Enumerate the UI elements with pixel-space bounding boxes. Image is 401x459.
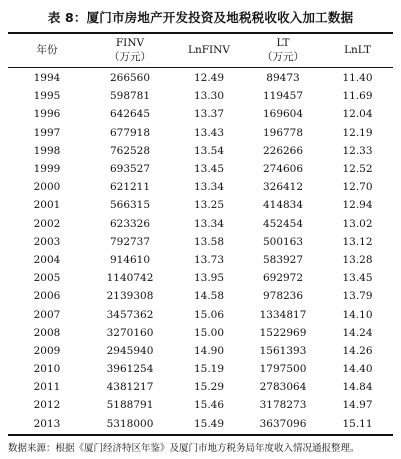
cell-lt: 1797500: [259, 363, 307, 376]
cell-year: 2011: [33, 381, 61, 394]
cell-lnfinv: 14.90: [193, 344, 225, 357]
table-header-row: [8, 34, 393, 66]
cell-finv: 3270160: [106, 326, 154, 339]
header-lnlt: [322, 34, 393, 66]
cell-finv: 792737: [109, 235, 151, 248]
cell-lnlt: 12.04: [342, 108, 373, 121]
cell-finv: 5318000: [106, 417, 154, 430]
table-row: [8, 415, 393, 433]
cell-lnfinv: 15.19: [193, 363, 225, 376]
cell-lt: 978236: [262, 290, 304, 303]
header-finv: [86, 34, 174, 66]
cell-year: 1994: [33, 72, 61, 85]
cell-lt: 692972: [262, 272, 304, 285]
table-row: [8, 124, 393, 142]
cell-lnlt: 12.70: [342, 181, 373, 194]
cell-year: 2002: [33, 217, 61, 230]
cell-lt: 119457: [262, 90, 304, 103]
cell-finv: 621211: [109, 181, 151, 194]
cell-finv: 762528: [109, 144, 151, 157]
header-lnfinv: [174, 34, 244, 66]
cell-lt: 196778: [262, 126, 304, 139]
cell-lnfinv: 15.06: [193, 308, 225, 321]
bottom-rule: [8, 434, 393, 436]
cell-lnlt: 12.19: [342, 126, 373, 139]
table-row: [8, 251, 393, 269]
cell-lt: 414834: [262, 199, 304, 212]
header-year: [8, 34, 86, 66]
cell-lnlt: 14.24: [342, 326, 373, 339]
source-note: 数据来源：根据《厦门经济特区年鉴》及厦门市地方税务局年度收入情况通报整理。: [8, 443, 360, 454]
cell-lnfinv: 13.34: [193, 217, 225, 230]
cell-lnlt: 14.84: [342, 381, 373, 394]
cell-finv: 5188791: [106, 399, 154, 412]
cell-lt: 452454: [262, 217, 304, 230]
cell-lnlt: 15.11: [342, 417, 373, 430]
cell-lt: 2783064: [259, 381, 307, 394]
cell-finv: 4381217: [106, 381, 154, 394]
cell-lt: 1561393: [259, 344, 307, 357]
table-row: [8, 142, 393, 160]
cell-lnlt: 12.94: [342, 199, 373, 212]
cell-finv: 3457362: [106, 308, 154, 321]
header-lt-label: LT: [276, 37, 290, 49]
table-row: [8, 378, 393, 396]
header-lnlt-label: LnLT: [344, 44, 371, 56]
cell-finv: 2139308: [106, 290, 154, 303]
cell-finv: 642645: [109, 108, 151, 121]
table-row: [8, 396, 393, 414]
header-rule: [8, 67, 393, 68]
cell-finv: 623326: [109, 217, 151, 230]
table-row: [8, 324, 393, 342]
cell-finv: 1140742: [106, 272, 154, 285]
cell-year: 1996: [33, 108, 61, 121]
cell-lnfinv: 13.43: [193, 126, 225, 139]
cell-lnfinv: 13.95: [193, 272, 225, 285]
header-finv-label: FINV: [115, 37, 145, 49]
table-row: [8, 215, 393, 233]
table-row: [8, 87, 393, 105]
cell-year: 2012: [33, 399, 61, 412]
cell-lnfinv: 13.30: [193, 90, 225, 103]
cell-lnfinv: 13.25: [193, 199, 225, 212]
cell-lt: 226266: [262, 144, 304, 157]
cell-finv: 566315: [109, 199, 151, 212]
table-row: [8, 269, 393, 287]
cell-lnlt: 11.69: [342, 90, 373, 103]
cell-lnlt: 13.02: [342, 217, 373, 230]
table-row: [8, 105, 393, 123]
cell-lnlt: 12.33: [342, 144, 373, 157]
cell-year: 2001: [33, 199, 61, 212]
cell-lnfinv: 15.46: [193, 399, 225, 412]
cell-lt: 3178273: [259, 399, 307, 412]
cell-year: 2010: [33, 363, 61, 376]
table-row: [8, 305, 393, 323]
cell-lnfinv: 12.49: [193, 72, 225, 85]
cell-lnfinv: 13.73: [193, 253, 225, 266]
cell-lnlt: 14.10: [342, 308, 373, 321]
cell-lnfinv: 14.58: [193, 290, 225, 303]
cell-lnfinv: 13.45: [193, 163, 225, 176]
header-lt-unit: （万元）: [262, 51, 304, 63]
cell-lnfinv: 13.37: [193, 108, 225, 121]
cell-lnfinv: 13.58: [193, 235, 225, 248]
cell-year: 2007: [33, 308, 61, 321]
cell-year: 2004: [33, 253, 61, 266]
header-finv-unit: （万元）: [109, 51, 151, 63]
cell-year: 1997: [33, 126, 61, 139]
cell-year: 2003: [33, 235, 61, 248]
cell-lnlt: 11.40: [342, 72, 373, 85]
cell-finv: 266560: [109, 72, 151, 85]
cell-lt: 169604: [262, 108, 304, 121]
table-body: [8, 69, 393, 433]
cell-lt: 1522969: [259, 326, 307, 339]
cell-lnlt: 13.12: [342, 235, 373, 248]
cell-lnfinv: 13.34: [193, 181, 225, 194]
cell-finv: 598781: [109, 90, 151, 103]
cell-lnfinv: 15.00: [193, 326, 225, 339]
cell-finv: 3961254: [106, 363, 154, 376]
header-year-label: 年份: [36, 44, 58, 56]
cell-lt: 89473: [266, 72, 300, 85]
table-row: [8, 178, 393, 196]
cell-year: 2013: [33, 417, 61, 430]
table-row: [8, 233, 393, 251]
cell-year: 2000: [33, 181, 61, 194]
cell-year: 1998: [33, 144, 61, 157]
cell-finv: 693527: [109, 163, 151, 176]
table-row: [8, 69, 393, 87]
cell-year: 1999: [33, 163, 61, 176]
cell-lnfinv: 15.49: [193, 417, 225, 430]
cell-year: 1995: [33, 90, 61, 103]
cell-year: 2005: [33, 272, 61, 285]
cell-finv: 677918: [109, 126, 151, 139]
table-row: [8, 287, 393, 305]
cell-lnlt: 14.97: [342, 399, 373, 412]
table-row: [8, 196, 393, 214]
cell-lt: 274606: [262, 163, 304, 176]
cell-lt: 3637096: [259, 417, 307, 430]
cell-lnlt: 12.52: [342, 163, 373, 176]
cell-lt: 326412: [262, 181, 304, 194]
cell-lt: 500163: [262, 235, 304, 248]
header-lt: [244, 34, 322, 66]
cell-finv: 914610: [109, 253, 151, 266]
table-row: [8, 342, 393, 360]
cell-finv: 2945940: [106, 344, 154, 357]
cell-lnfinv: 13.54: [193, 144, 225, 157]
table-caption: 表 8：厦门市房地产开发投资及地税税收收入加工数据: [47, 10, 354, 25]
cell-year: 2008: [33, 326, 61, 339]
cell-lnlt: 13.45: [342, 272, 373, 285]
cell-lnlt: 13.28: [342, 253, 373, 266]
cell-lt: 1334817: [259, 308, 307, 321]
cell-lnlt: 13.79: [342, 290, 373, 303]
cell-lnlt: 14.26: [342, 344, 373, 357]
cell-lnlt: 14.40: [342, 363, 373, 376]
cell-lnfinv: 15.29: [193, 381, 225, 394]
header-lnfinv-label: LnFINV: [188, 44, 230, 56]
table-row: [8, 160, 393, 178]
cell-lt: 583927: [262, 253, 304, 266]
table-row: [8, 360, 393, 378]
cell-year: 2006: [33, 290, 61, 303]
cell-year: 2009: [33, 344, 61, 357]
